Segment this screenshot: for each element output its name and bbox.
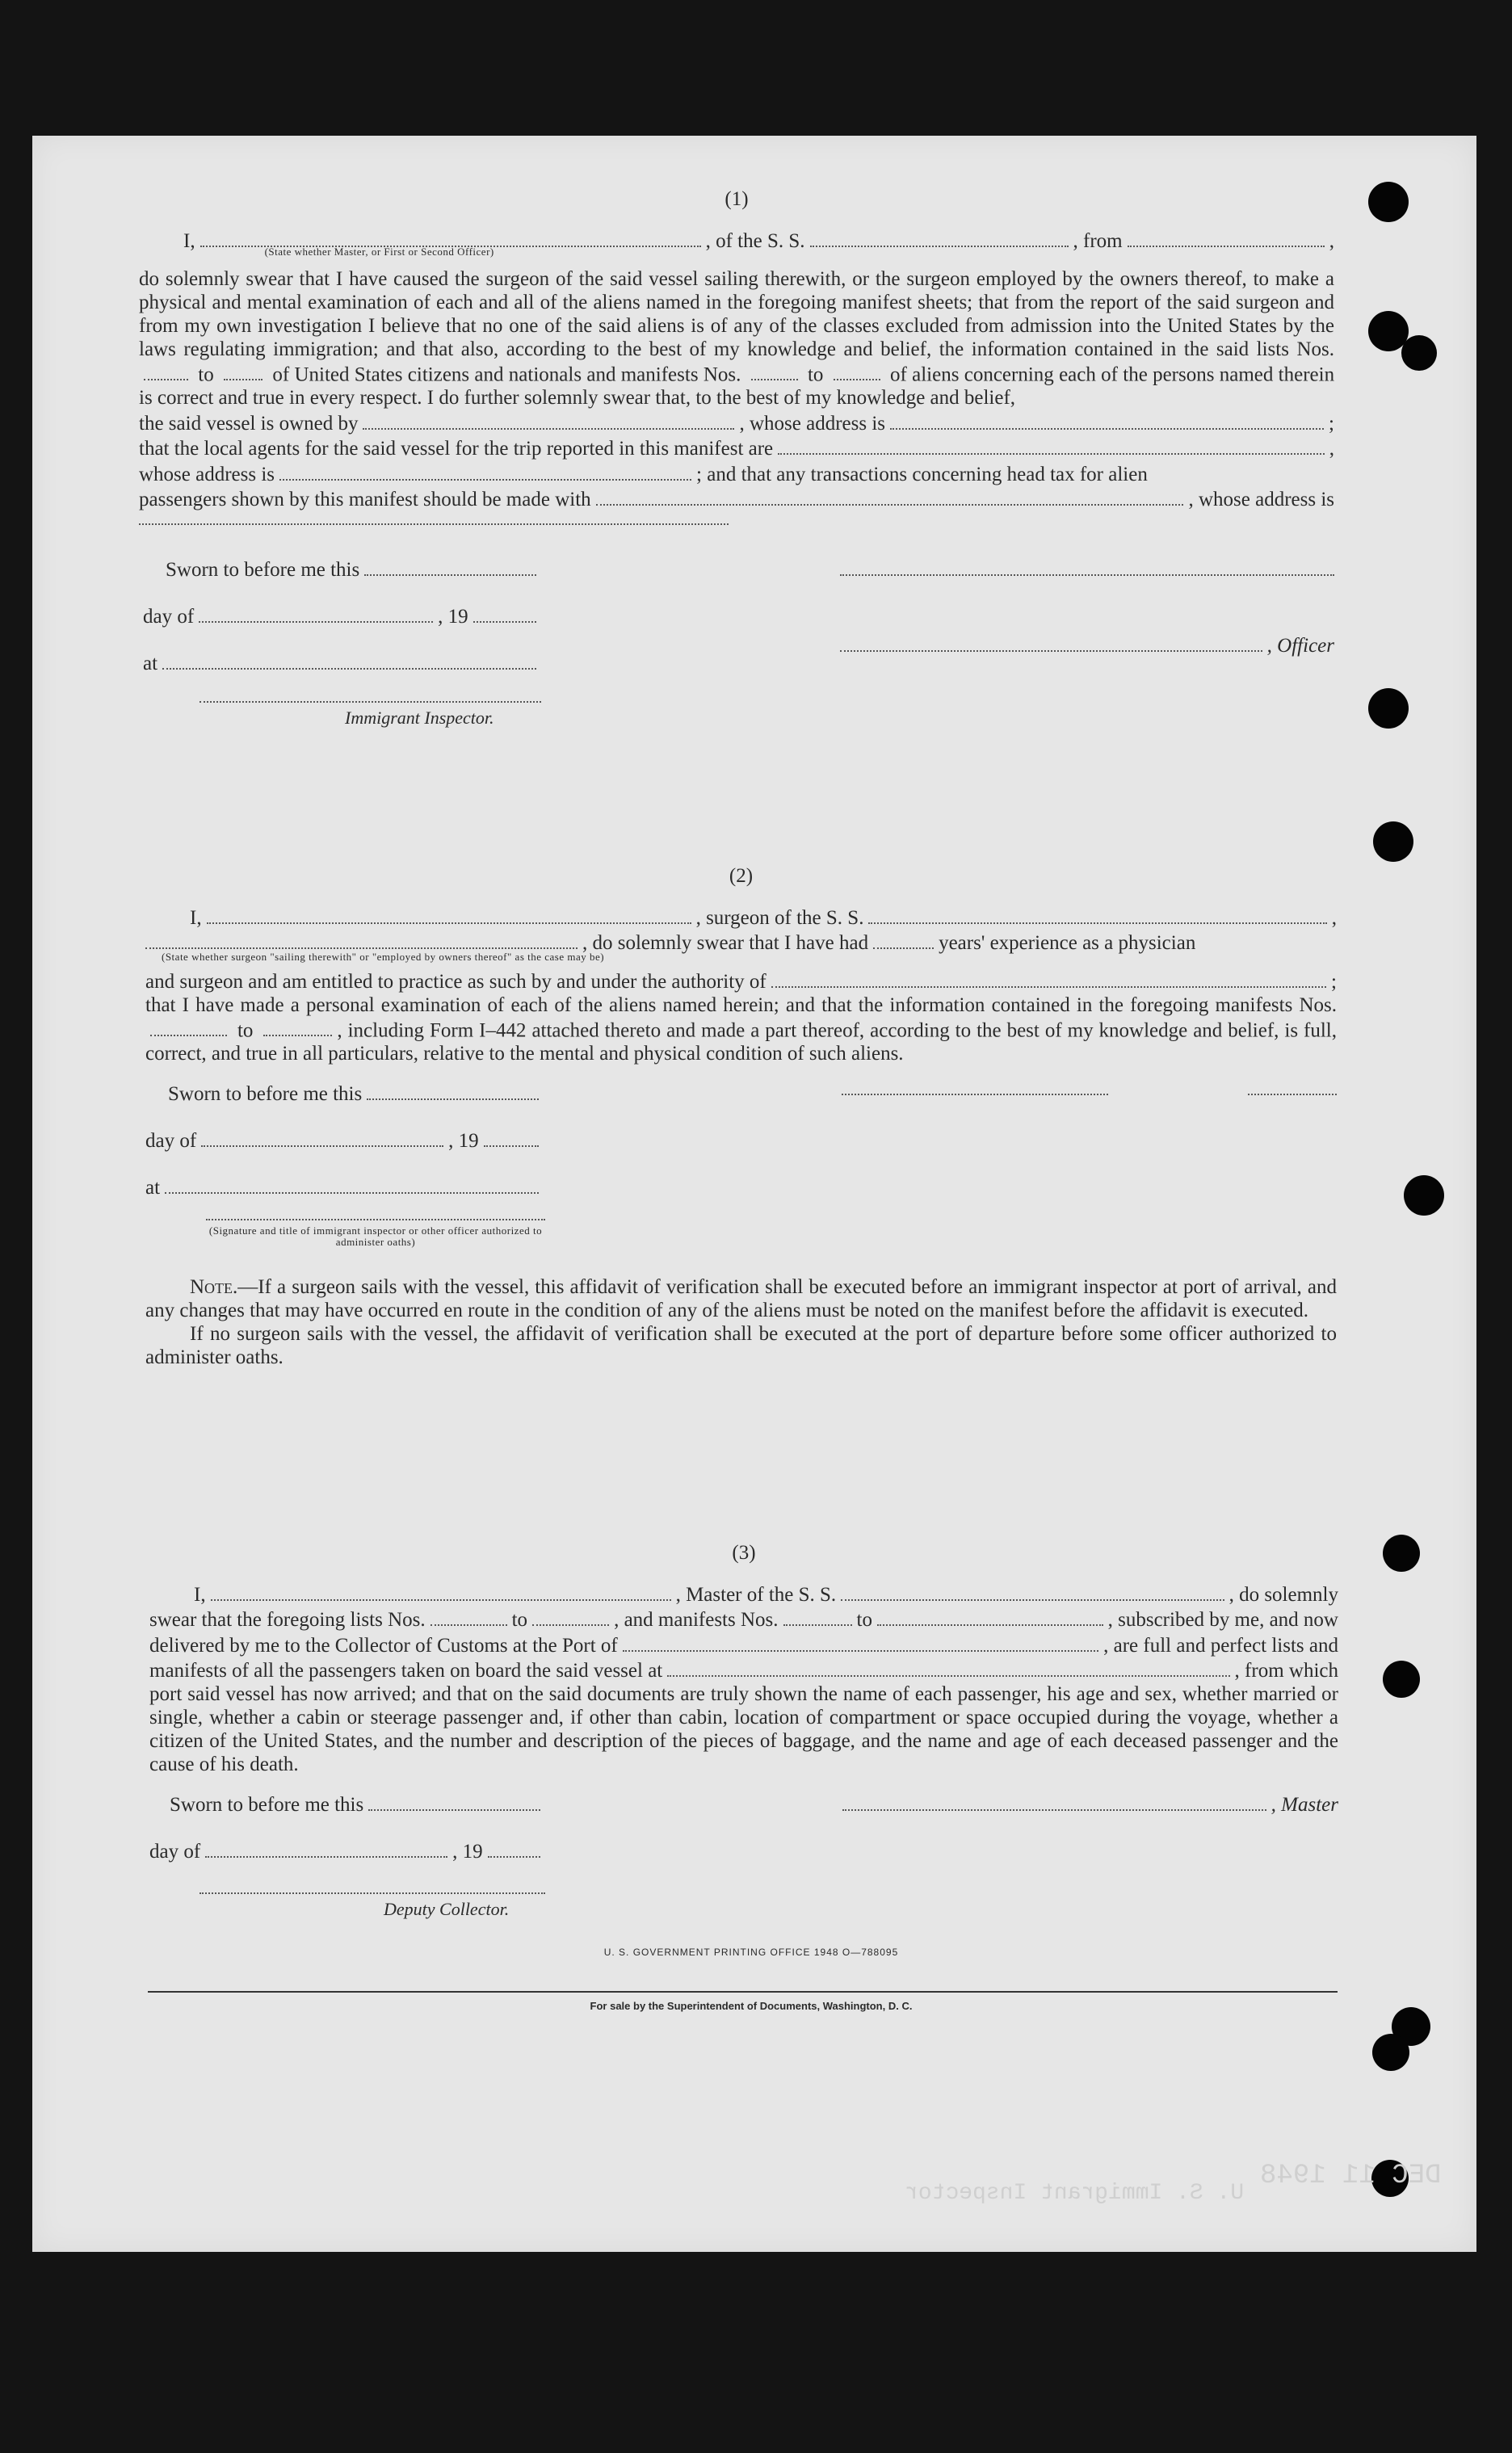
officer-label: , Officer: [1266, 634, 1334, 657]
officer-rank-field[interactable]: [200, 227, 701, 258]
manifest-to-field[interactable]: [263, 1017, 332, 1037]
from-port-field[interactable]: [1128, 227, 1325, 247]
sworn-date-field[interactable]: [364, 556, 536, 576]
punch-hole: [1372, 2034, 1409, 2071]
whose-address-label: , whose address is: [739, 412, 886, 435]
passengers-text: passengers shown by this manifest should be made with: [139, 489, 591, 510]
year-field[interactable]: [484, 1127, 539, 1147]
section-2-affidavit: [145, 864, 1337, 1369]
sworn-date-field[interactable]: [368, 1791, 540, 1811]
whose-address-label: , whose address is: [1188, 489, 1334, 510]
ship-name-field[interactable]: [868, 904, 1326, 924]
to-label: to: [198, 363, 214, 385]
authority-field[interactable]: [771, 968, 1326, 988]
immigrant-inspector-label: Immigrant Inspector.: [345, 708, 494, 728]
head-tax-text: ; and that any transactions concerning head tax for alien: [696, 463, 1148, 485]
comma: ,: [1331, 906, 1337, 929]
year-field[interactable]: [473, 603, 536, 623]
whose-address-label: whose address is: [139, 463, 275, 485]
master-signature-line[interactable]: [842, 1791, 1266, 1811]
deputy-signature-line[interactable]: [200, 1892, 545, 1894]
section-1-text: [139, 267, 1334, 410]
punch-hole: [1401, 335, 1437, 371]
surgeon-status-note: (State whether surgeon "sailing therewith" or "employed by owners thereof" as the case may be): [162, 951, 605, 963]
list-to-field[interactable]: [224, 361, 262, 381]
sworn-label: Sworn to before me this: [168, 1082, 363, 1105]
list-from-field[interactable]: [430, 1607, 507, 1627]
from-label: , from: [1073, 229, 1123, 252]
port-field[interactable]: [623, 1632, 1098, 1652]
sworn-label: Sworn to before me this: [166, 558, 360, 581]
section-2-text: [145, 993, 1337, 1066]
year-label: , 19: [438, 605, 468, 628]
sale-notice: For sale by the Superintendent of Documents, Washington, D. C.: [590, 2000, 913, 2012]
local-agents-field[interactable]: [778, 435, 1325, 456]
manifest-to-field[interactable]: [877, 1607, 1103, 1627]
swear-text: swear that the foregoing lists Nos.: [149, 1609, 426, 1631]
manifest-to-field[interactable]: [834, 361, 880, 381]
section-1-heading: (1): [724, 188, 749, 210]
at-label: at: [143, 652, 158, 674]
list-to-field[interactable]: [532, 1607, 609, 1627]
manifests-all-text: manifests of all the passengers taken on board the said vessel at: [149, 1660, 663, 1682]
aliens-text: of aliens concerning each of the persons named therein is correct and true in every respect. I do further solemnly swear that, to the best of my knowledge and belief,: [139, 363, 1335, 409]
day-of-label: day of: [149, 1840, 201, 1863]
master-signature-line[interactable]: [840, 573, 1334, 576]
to-label: to: [511, 1609, 528, 1631]
day-of-label: day of: [145, 1129, 197, 1152]
inspector-signature-line[interactable]: [200, 700, 541, 703]
punch-hole: [1373, 821, 1413, 862]
ship-name-field[interactable]: [810, 227, 1069, 247]
officer-rank-note: (State whether Master, or First or Second Officer): [264, 246, 494, 258]
are-full-text: , are full and perfect lists and: [1103, 1634, 1338, 1657]
punch-hole: [1368, 688, 1409, 729]
place-field[interactable]: [162, 649, 536, 670]
day-of-label: day of: [143, 605, 195, 628]
do-solemnly-label: , do solemnly: [1228, 1583, 1338, 1606]
officer-signature-line[interactable]: [840, 632, 1262, 652]
year-label: , 19: [452, 1840, 483, 1863]
comma: ,: [1329, 438, 1334, 460]
punch-hole: [1368, 182, 1409, 222]
printing-office-imprint: U. S. GOVERNMENT PRINTING OFFICE 1948 O—788095: [603, 1947, 899, 1958]
section-3-heading: (3): [732, 1542, 756, 1564]
to-label: to: [856, 1609, 872, 1631]
surgeon-status-field[interactable]: [145, 930, 578, 950]
month-field[interactable]: [201, 1127, 443, 1147]
surgeon-name-field[interactable]: [207, 904, 691, 924]
section-1-affidavit: [139, 187, 1334, 743]
master-name-field[interactable]: [211, 1581, 671, 1601]
i-label: I,: [190, 906, 202, 929]
years-experience-field[interactable]: [873, 930, 934, 950]
section-2-heading: (2): [729, 865, 754, 887]
sworn-label: Sworn to before me this: [170, 1793, 364, 1816]
footer-rule: [148, 1991, 1338, 1993]
subscribed-text: , subscribed by me, and now: [1107, 1609, 1338, 1631]
i-label: I,: [183, 229, 195, 252]
punch-hole: [1383, 1535, 1420, 1572]
embarkation-port-field[interactable]: [667, 1657, 1229, 1678]
examination-text: that I have made a personal examination of each of the aliens named herein; and that the information contained in the foregoing manifests Nos.: [145, 993, 1337, 1016]
bleed-through-stamp: DEC 11 1948: [1260, 2161, 1442, 2191]
year-label: , 19: [448, 1129, 479, 1152]
of-ss-label: , of the S. S.: [705, 229, 805, 252]
address-continuation-field[interactable]: [139, 523, 729, 525]
punch-hole: [1404, 1175, 1444, 1216]
semicolon: ;: [1329, 412, 1334, 435]
master-of-label: , Master of the S. S.: [675, 1583, 837, 1606]
comma: ,: [1329, 229, 1334, 252]
month-field[interactable]: [205, 1838, 447, 1858]
years-text: years' experience as a physician: [939, 932, 1196, 954]
citizens-text: of United States citizens and nationals and manifests Nos.: [272, 363, 741, 385]
manifest-from-field[interactable]: [751, 361, 798, 381]
i-label: I,: [194, 1583, 206, 1606]
surgeon-of-label: , surgeon of the S. S.: [695, 906, 864, 929]
to-label: to: [807, 363, 824, 385]
month-field[interactable]: [199, 603, 433, 623]
oath-text: do solemnly swear that I have caused the surgeon of the said vessel sailing therewith, or the surgeon employed by the owners thereof, to make a physical and mental examination of each and all of the aliens named in the foregoing manifest sheets; that from the report of the said surgeon and from my own investigation I believe that no one of the said aliens is of any of the classes excluded from admission into the United States by the laws regulating immigration; and that also, according to the best of my knowledge and belief, the information contained in the said lists Nos.: [139, 267, 1334, 360]
solemnly-text: , do solemnly swear that I have had: [582, 932, 869, 954]
note-label: Note.: [190, 1276, 238, 1298]
at-label: at: [145, 1176, 161, 1199]
note-text-2: If no surgeon sails with the vessel, the affidavit of verification shall be executed at the port of departure before some officer authorized to administer oaths.: [145, 1323, 1337, 1368]
deputy-collector-label: Deputy Collector.: [384, 1899, 510, 1919]
surgeon-title-line[interactable]: [1248, 1093, 1337, 1095]
and-manifests-label: , and manifests Nos.: [614, 1609, 779, 1631]
bleed-through-stamp-text: U. S. Immigrant Inspector: [905, 2181, 1245, 2206]
semicolon: ;: [1331, 970, 1337, 993]
punch-hole: [1383, 1661, 1420, 1698]
owner-field[interactable]: [363, 410, 734, 430]
delivered-text: delivered by me to the Collector of Customs at the Port of: [149, 1634, 618, 1657]
section-3-affidavit: [149, 1541, 1338, 1952]
ship-name-field[interactable]: [841, 1581, 1224, 1601]
year-field[interactable]: [488, 1838, 540, 1858]
note-paragraph: [145, 1275, 1337, 1322]
owner-address-field[interactable]: [890, 410, 1324, 430]
to-label: to: [237, 1019, 254, 1041]
examination-text-continued: , including Form I–442 attached thereto and made a part thereof, according to the best of my knowledge and belief, is full, correct, and true in all particulars, relative to the mental and physical condition of such aliens.: [145, 1019, 1337, 1065]
signature-note: (Signature and title of immigrant inspector or other officer authorized to administer oaths): [206, 1219, 545, 1248]
section-3-text: port said vessel has now arrived; and that on the said documents are truly shown the name of each passenger, his age and sex, whether married or single, whether a cabin or steerage passenger and, if other than cabin, location of compartment or space occupied during the voyage, whether a citizen of the United States, and the number and description of the pieces of baggage, and the name and age of each deceased passenger and the cause of his death.: [149, 1683, 1338, 1775]
manifest-from-field[interactable]: [783, 1607, 852, 1627]
sworn-date-field[interactable]: [367, 1080, 539, 1100]
master-label: , Master: [1270, 1793, 1338, 1816]
owned-by-label: the said vessel is owned by: [139, 412, 359, 435]
head-tax-contact-field[interactable]: [596, 486, 1184, 506]
from-which-text: , from which: [1234, 1660, 1338, 1682]
list-from-field[interactable]: [144, 361, 188, 381]
local-agents-label: that the local agents for the said vessel for the trip reported in this manifest are: [139, 438, 774, 460]
agents-address-field[interactable]: [279, 460, 691, 481]
manifest-from-field[interactable]: [150, 1017, 227, 1037]
note-text: —If a surgeon sails with the vessel, this affidavit of verification shall be executed before an immigrant inspector at port of arrival, and any changes that may have occurred en route in the condition of any of the aliens must be noted on the manifest before the affidavit is executed.: [145, 1276, 1337, 1321]
authority-text: and surgeon and am entitled to practice as such by and under the authority of: [145, 970, 766, 993]
place-field[interactable]: [165, 1174, 539, 1194]
surgeon-signature-line[interactable]: [842, 1093, 1108, 1095]
